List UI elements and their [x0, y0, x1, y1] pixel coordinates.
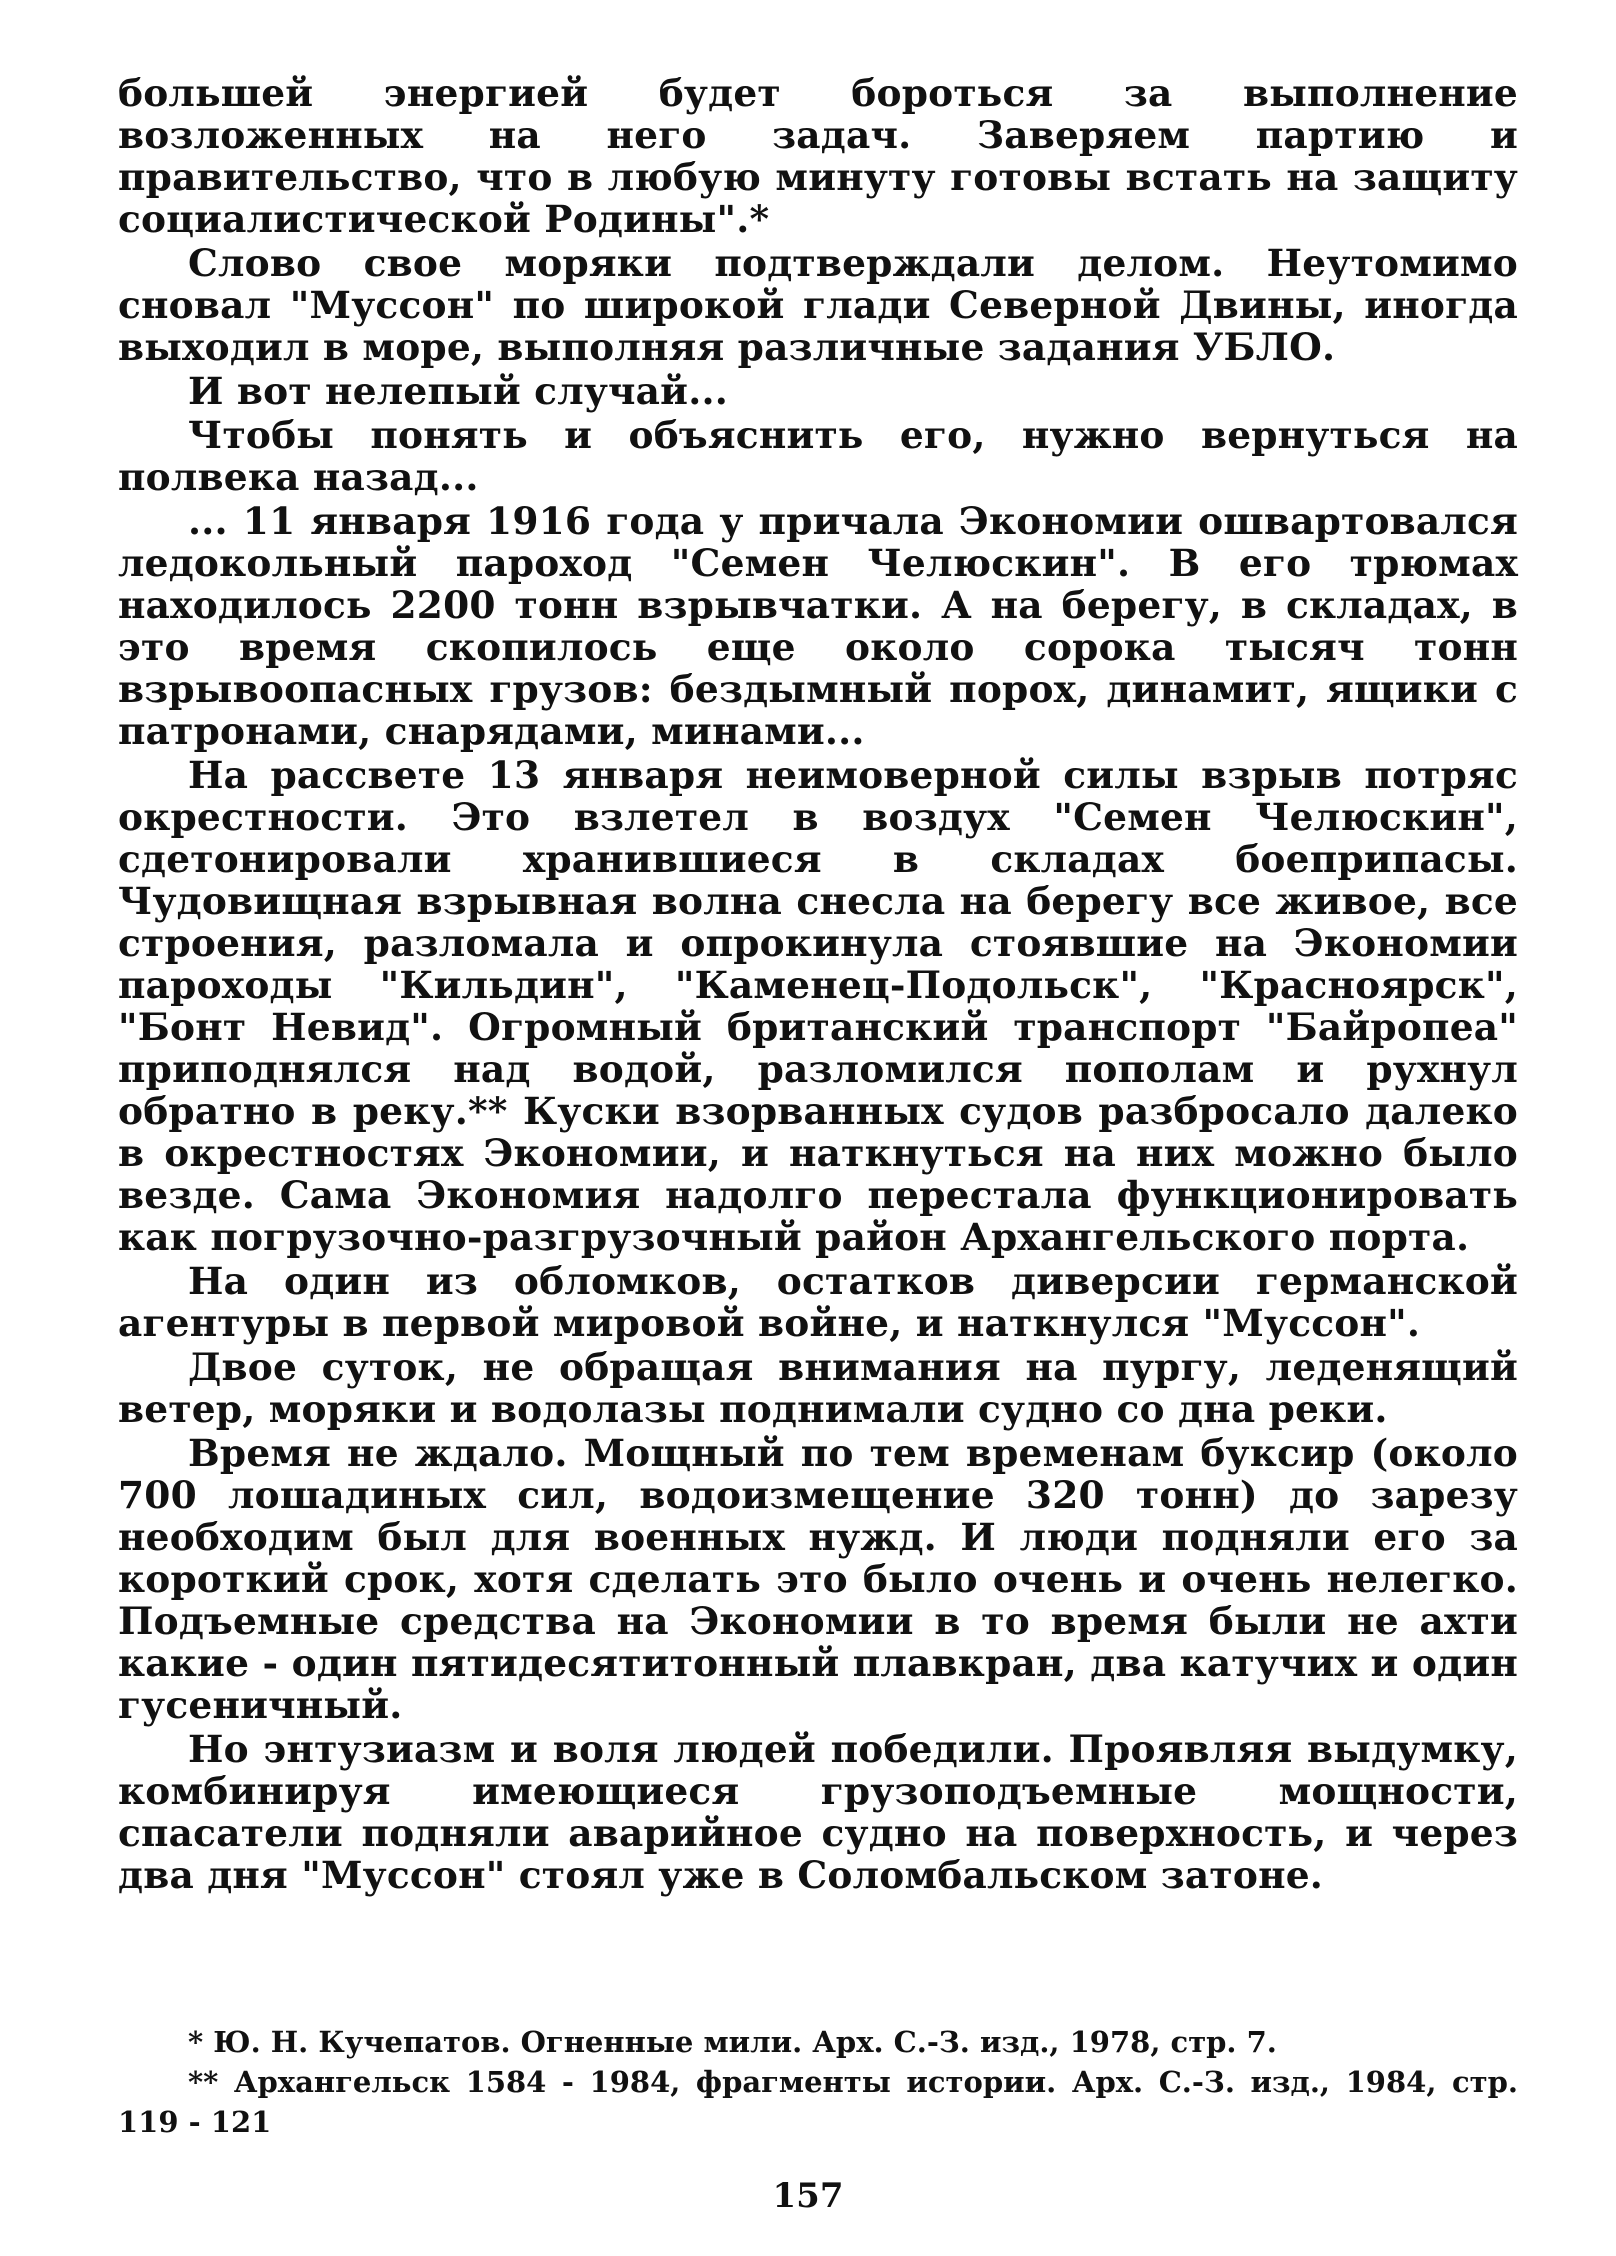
paragraph: большей энергией будет бороться за выполнение возложенных на него задач. Заверяем партию и правительство, что в любую минуту готовы встать на защиту социалистической Родины".* — [118, 71, 1518, 241]
paragraph: И вот нелепый случай... — [188, 369, 728, 413]
paragraph: Слово свое моряки подтверждали делом. Неутомимо сновал "Муссон" по широкой глади Северной Двины, иногда выходил в море, выполняя различные задания УБЛО. — [118, 241, 1518, 369]
paragraph: Двое суток, не обращая внимания на пургу, леденящий ветер, моряки и водолазы поднимали судно со дна реки. — [118, 1345, 1518, 1431]
page-number: 157 — [772, 2176, 844, 2216]
footnotes — [118, 2022, 1518, 2142]
body-text — [118, 72, 1518, 1898]
paragraph: Время не ждало. Мощный по тем временам буксир (около 700 лошадиных сил, водоизмещение 320 тонн) до зарезу необходим был для военных нужд. И люди подняли его за короткий срок, хотя сделать это было очень и очень нелегко. Подъемные средства на Экономии в то время были не ахти какие - один пятидесятитонный плавкран, два катучих и один гусеничный. — [118, 1431, 1518, 1727]
paragraph: Но энтузиазм и воля людей победили. Проявляя выдумку, комбинируя имеющиеся грузоподъемные мощности, спасатели подняли аварийное судно на поверхность, и через два дня "Муссон" стоял уже в Соломбальском затоне. — [118, 1727, 1518, 1897]
footnote: ** Архангельск 1584 - 1984, фрагменты истории. Арх. С.-З. изд., 1984, стр. 119 - 121 — [118, 2065, 1518, 2139]
paragraph: На один из обломков, остатков диверсии германской агентуры в первой мировой войне, и наткнулся "Муссон". — [118, 1259, 1518, 1345]
paragraph: Чтобы понять и объяснить его, нужно вернуться на полвека назад... — [118, 413, 1518, 499]
paragraph: На рассвете 13 января неимоверной силы взрыв потряс окрестности. Это взлетел в воздух "Семен Челюскин", сдетонировали хранившиеся в складах боеприпасы. Чудовищная взрывная волна снесла на берегу все живое, все строения, разломала и опрокинула стоявшие на Экономии пароходы "Кильдин", "Каменец-Подольск", "Красноярск", "Бонт Невид". Огромный британский транспорт "Байропеа" приподнялся над водой, разломился пополам и рухнул обратно в реку.** Куски взорванных судов разбросало далеко в окрестностях Экономии, и наткнуться на них можно было везде. Сама Экономия надолго перестала функционировать как погрузочно-разгрузочный район Архангельского порта. — [118, 753, 1518, 1259]
paragraph: ... 11 января 1916 года у причала Экономии ошвартовался ледокольный пароход "Семен Челюскин". В его трюмах находилось 2200 тонн взрывчатки. А на берегу, в складах, в это время скопилось еще около сорока тысяч тонн взрывоопасных грузов: бездымный порох, динамит, ящики с патронами, снарядами, минами... — [118, 499, 1518, 753]
footnote: * Ю. Н. Кучепатов. Огненные мили. Арх. С.-З. изд., 1978, стр. 7. — [188, 2025, 1277, 2059]
